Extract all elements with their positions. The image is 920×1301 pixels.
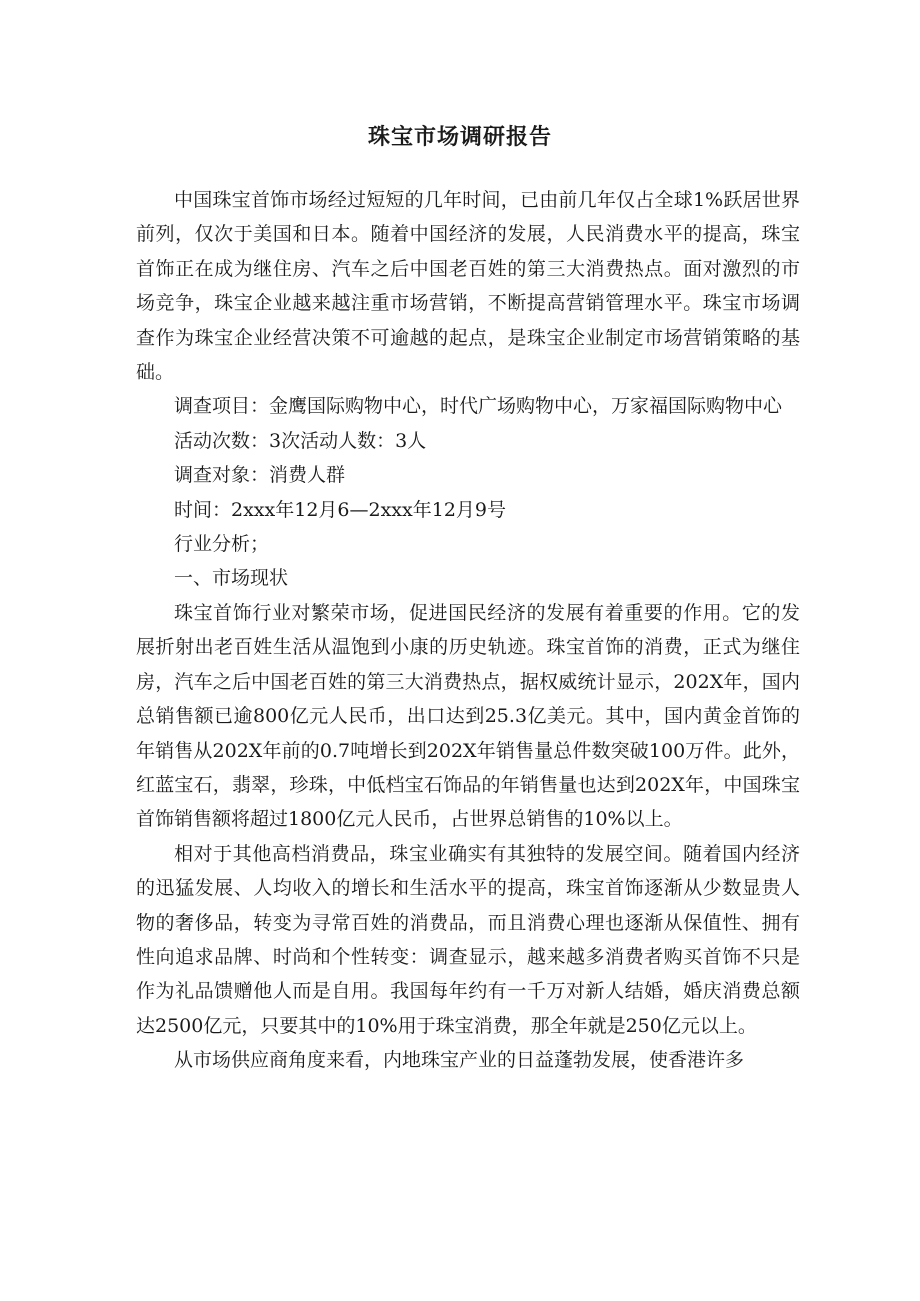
intro-paragraph: 中国珠宝首饰市场经过短短的几年时间，已由前几年仅占全球1%跃居世界前列，仅次于美国和日本。随着中国经济的发展，人民消费水平的提高，珠宝首饰正在成为继住房、汽车之后中国老百姓的第三大消费热点。面对激烈的市场竞争，珠宝企业越来越注重市场营销，不断提高营销管理水平。珠宝市场调查作为珠宝企业经营决策不可逾越的起点，是珠宝企业制定市场营销策略的基础。 — [136, 189, 800, 384]
market-status-paragraph-3: 从市场供应商角度来看，内地珠宝产业的日益蓬勃发展，使香港许多 — [174, 1049, 745, 1072]
time-line: 时间：2xxx年12月6—2xxx年12月9号 — [174, 498, 506, 521]
section-heading: 一、市场现状 — [174, 567, 289, 590]
activity-line: 活动次数：3次活动人数：3人 — [174, 429, 427, 452]
document-body — [136, 183, 800, 1078]
document-title: 珠宝市场调研报告 — [367, 125, 552, 150]
market-status-paragraph-2: 相对于其他高档消费品，珠宝业确实有其独特的发展空间。随着国内经济的迅猛发展、人均收入的增长和生活水平的提高，珠宝首饰逐渐从少数显贵人物的奢侈品，转变为寻常百姓的消费品，而且消费心理也逐渐从保值性、拥有性向追求品牌、时尚和个性转变：调查显示，越来越多消费者购买首饰不只是作为礼品馈赠他人而是自用。我国每年约有一千万对新人结婚，婚庆消费总额达2500亿元，只要其中的10%用于珠宝消费，那全年就是250亿元以上。 — [136, 842, 800, 1037]
industry-analysis-line: 行业分析； — [174, 533, 270, 556]
survey-items-paragraph: 调查项目：金鹰国际购物中心，时代广场购物中心，万家福国际购物中心 — [174, 395, 783, 418]
market-status-paragraph-1: 珠宝首饰行业对繁荣市场，促进国民经济的发展有着重要的作用。它的发展折射出老百姓生活从温饱到小康的历史轨迹。珠宝首饰的消费，正式为继住房，汽车之后中国老百姓的第三大消费热点，据权威统计显示，202X年，国内总销售额已逾800亿元人民币，出口达到25.3亿美元。其中，国内黄金首饰的年销售从202X年前的0.7吨增长到202X年销售量总件数突破100万件。此外，红蓝宝石，翡翠，珍珠，中低档宝石饰品的年销售量也达到202X年，中国珠宝首饰销售额将超过1800亿元人民币，占世界总销售的10%以上。 — [136, 601, 800, 831]
target-line: 调查对象：消费人群 — [174, 464, 346, 487]
